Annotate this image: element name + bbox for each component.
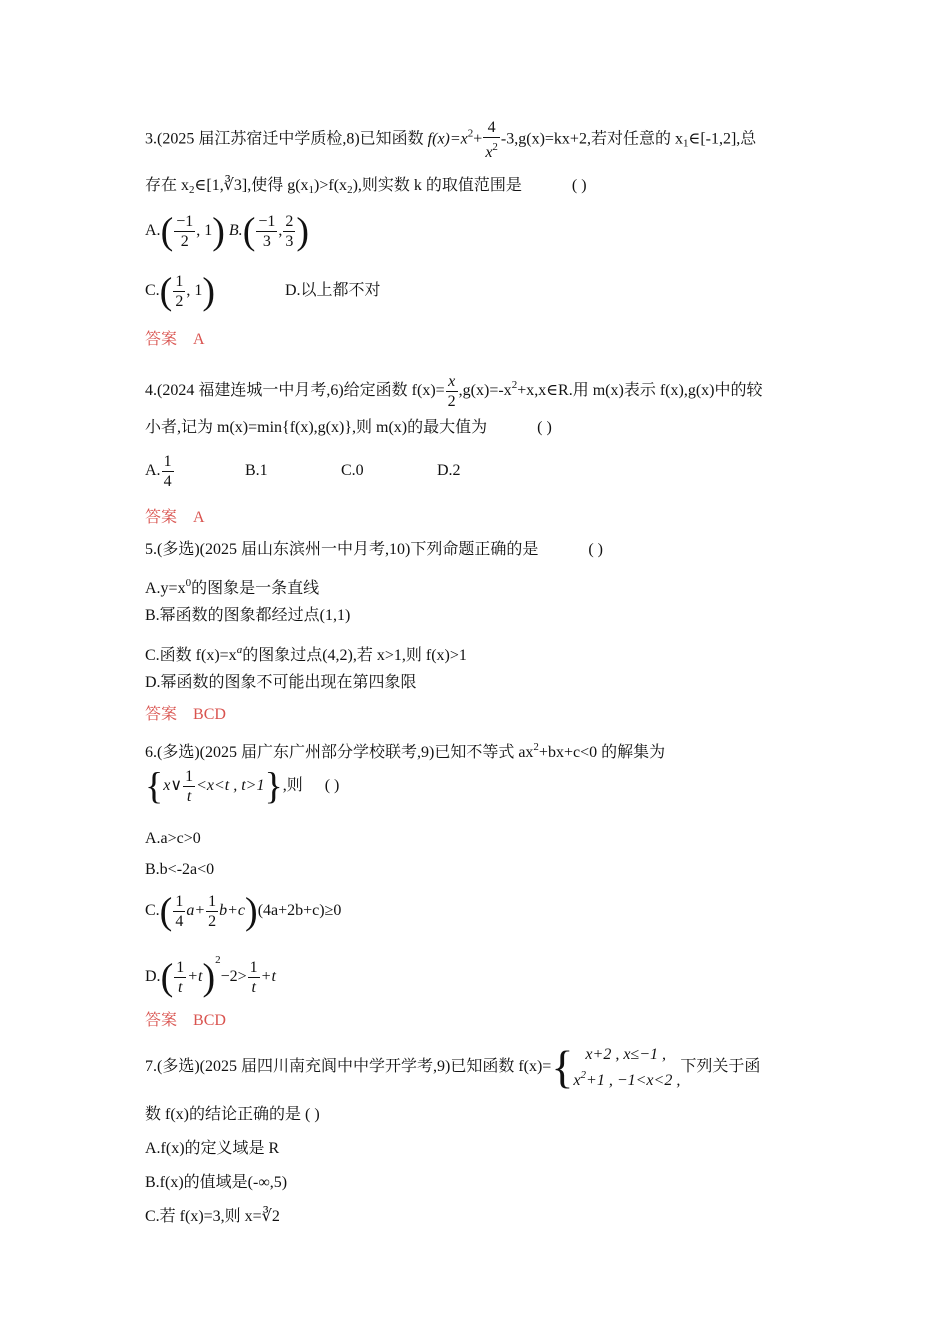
answer-paren: ( ) bbox=[324, 777, 340, 795]
q6-option-b: B.b<-2a<0 bbox=[145, 861, 215, 878]
q3-fraction: $\frac{4}{x^2}$ bbox=[485, 119, 498, 161]
q7-line1: 7.(多选)(2025 届四川南充阆中中学开学考,9)已知函数 f(x)={ x+2 , x≤−1 , $x^2+1$ , −1<x<2 , 下列关于函 bbox=[145, 1041, 761, 1093]
q6-option-a: A.a>c>0 bbox=[145, 830, 201, 847]
q6-option-c: C.( $\frac{1}{4}$ a+ $\frac{1}{2}$ b+c)(4a+2b+c)≥0 bbox=[145, 890, 342, 933]
q4-line2: 小者,记为 m(x)=min{f(x),g(x)},则 m(x)的最大值为 ( ) bbox=[145, 419, 552, 436]
option-d: D.以上都不对 bbox=[284, 282, 381, 300]
q5-option-d: D.幂函数的图象不可能出现在第四象限 bbox=[145, 674, 417, 691]
option-a: A.( $\frac{-1}{2}$ , 1) bbox=[145, 210, 225, 253]
q4-answer: 答案 A bbox=[145, 509, 205, 526]
q3-line1: 3.(2025 届江苏宿迁中学质检,8)已知函数 $f(x)=x^2+$ $\frac{4}{x^2}$ -3,g(x)=kx+2,若对任意的 $x_1\in[-1,2]$,总 bbox=[145, 119, 757, 161]
q5-option-a: $A.y=x^0$的图象是一条直线 bbox=[145, 577, 320, 597]
q7-option-b: B.f(x)的值域是(-∞,5) bbox=[145, 1174, 288, 1191]
q5-option-b: B.幂函数的图象都经过点(1,1) bbox=[145, 607, 351, 624]
q3-options-cd bbox=[145, 272, 805, 316]
q3-line2: 存在 $x_2\in[1,∛3]$,使得 $g(x_1)>f(x_2)$,则实数 k 的取值范围是 ( ) bbox=[145, 177, 587, 196]
option-a: A. $\frac{1}{4}$ bbox=[145, 453, 172, 490]
q4-fraction: $\frac{x}{2}$ bbox=[447, 373, 456, 410]
q4-options bbox=[145, 452, 805, 492]
q7-option-a: A.f(x)的定义域是 R bbox=[145, 1140, 280, 1157]
option-b: B.( $\frac{-1}{3}$ , $\frac{2}{3}$ ) bbox=[228, 210, 310, 253]
option-c: C.0 bbox=[341, 462, 364, 480]
option-b: B.1 bbox=[245, 462, 268, 480]
q7-option-c: C.若 f(x)=3,则 x=∛2 bbox=[145, 1208, 280, 1225]
q6-option-d: D.( $\frac{1}{t}$ +t)$^2$−2> $\frac{1}{t}$ +t bbox=[145, 954, 276, 999]
q6-solution-set: {x∨ $\frac{1}{t}$ <x<t , t>1},则 ( ) bbox=[145, 765, 340, 808]
q7-line2: 数 f(x)的结论正确的是 ( ) bbox=[145, 1106, 320, 1123]
q3-options-ab bbox=[145, 212, 805, 256]
q3-answer: 答案 A bbox=[145, 331, 205, 348]
answer-paren: ( ) bbox=[588, 541, 603, 558]
q5-option-c: C.函数 $f(x)=x^a$的图象过点(4,2),若 x>1,则 f(x)>1 bbox=[145, 644, 467, 664]
option-d: D.2 bbox=[437, 462, 461, 480]
q5-line1: 5.(多选)(2025 届山东滨州一中月考,10)下列命题正确的是 ( ) bbox=[145, 541, 603, 558]
answer-paren: ( ) bbox=[537, 419, 552, 436]
answer-paren: ( ) bbox=[305, 1106, 320, 1123]
q6-line1: 6.(多选)(2025 届广东广州部分学校联考,9)已知不等式 $ax^2+bx+c<0$ 的解集为 bbox=[145, 741, 666, 761]
answer-paren: ( ) bbox=[571, 177, 587, 194]
option-c: C.( $\frac{1}{2}$ , 1) bbox=[145, 270, 215, 313]
q6-answer: 答案 BCD bbox=[145, 1012, 226, 1029]
q5-answer: 答案 BCD bbox=[145, 706, 226, 723]
q4-line1: 4.(2024 福建连城一中月考,6)给定函数 f(x)= $\frac{x}{2}$ $,g(x)=-x^2+x,x\in R$.用 m(x)表示 f(x),g(x)中的较 bbox=[145, 373, 763, 410]
piecewise-cases: x+2 , x≤−1 , $x^2+1$ , −1<x<2 , bbox=[573, 1046, 681, 1089]
